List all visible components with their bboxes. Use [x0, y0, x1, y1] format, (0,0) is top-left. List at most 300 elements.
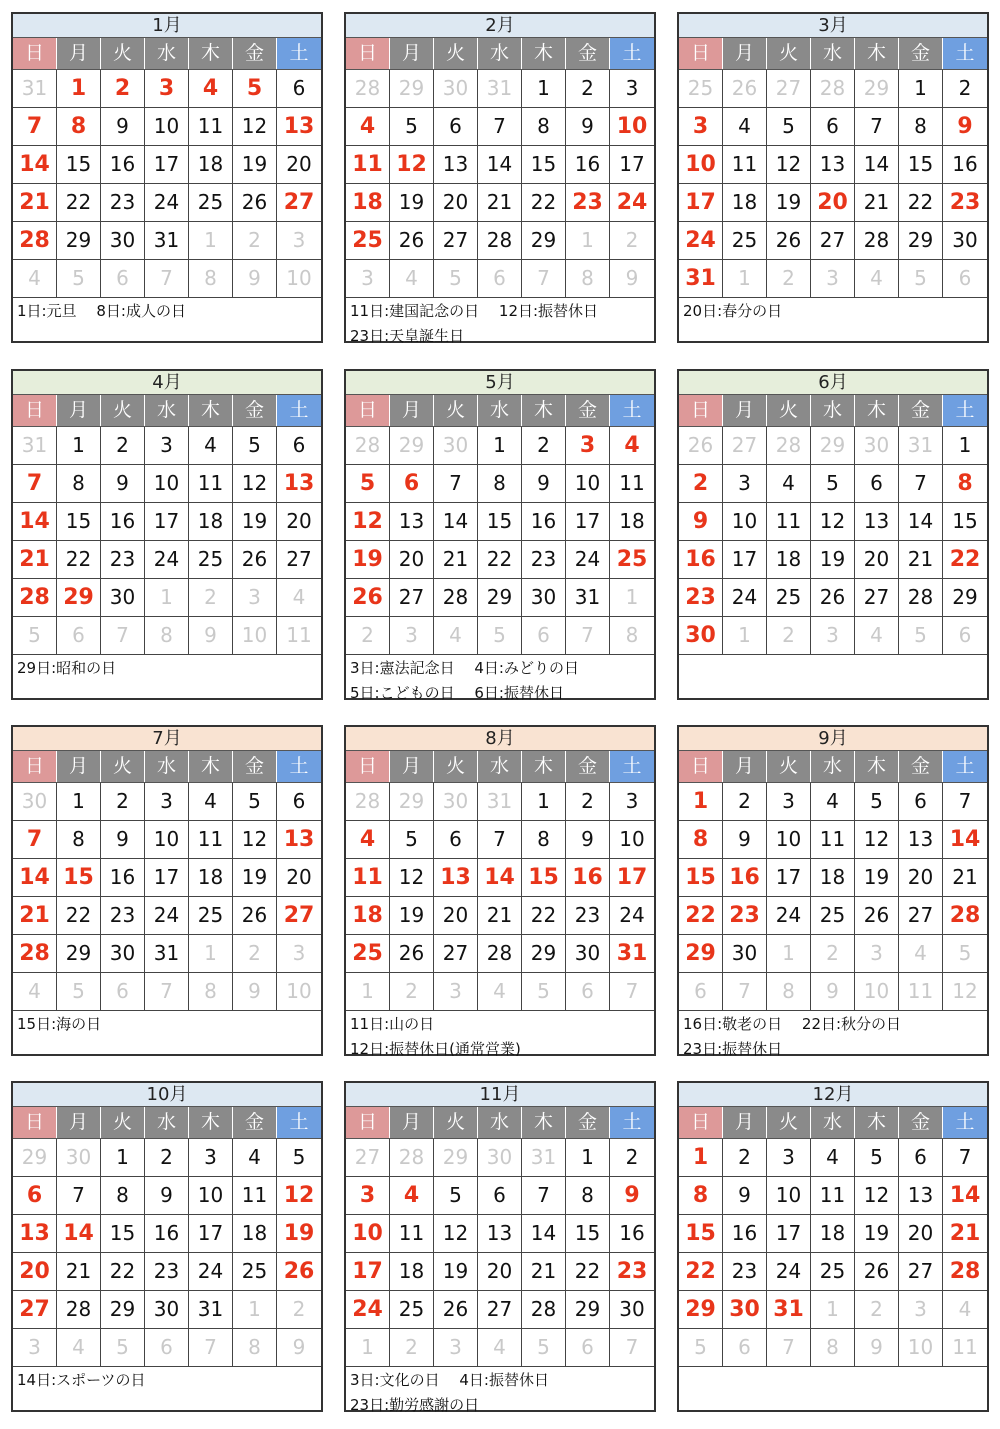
day-cell: 28 [478, 222, 522, 260]
weekday-header [346, 1107, 654, 1139]
day-cell: 22 [57, 897, 101, 935]
day-cell: 3 [233, 579, 277, 617]
weekday-label: 月 [390, 1107, 434, 1138]
day-cell: 25 [189, 541, 233, 579]
weekday-label: 金 [233, 395, 277, 426]
day-cell: 5 [811, 465, 855, 503]
day-cell: 19 [233, 146, 277, 184]
weekday-label: 月 [390, 38, 434, 69]
day-cell: 2 [390, 973, 434, 1011]
day-cell: 9 [855, 1329, 899, 1367]
day-cell: 6 [434, 821, 478, 859]
day-cell: 17 [566, 503, 610, 541]
day-cell: 19 [855, 859, 899, 897]
day-cell: 8 [233, 1329, 277, 1367]
day-cell: 24 [679, 222, 723, 260]
day-cell: 10 [610, 821, 654, 859]
weekday-label: 金 [566, 751, 610, 782]
month-title: 1月 [13, 14, 321, 38]
day-cell: 28 [899, 579, 943, 617]
weekday-label: 木 [855, 751, 899, 782]
day-cell: 16 [522, 503, 566, 541]
weekday-label: 火 [101, 1107, 145, 1138]
weekday-label: 木 [855, 1107, 899, 1138]
day-cell: 18 [189, 503, 233, 541]
day-cell: 2 [855, 1291, 899, 1329]
day-cell: 8 [189, 973, 233, 1011]
day-cell: 7 [189, 1329, 233, 1367]
day-cell: 31 [767, 1291, 811, 1329]
day-cell: 18 [346, 897, 390, 935]
holiday-note: 14日:スポーツの日 [17, 1371, 146, 1389]
day-cell: 4 [478, 1329, 522, 1367]
day-cell: 2 [233, 935, 277, 973]
day-cell: 27 [277, 184, 321, 222]
day-cell: 14 [943, 821, 987, 859]
day-cell: 22 [478, 541, 522, 579]
day-cell: 2 [522, 427, 566, 465]
day-cell: 6 [723, 1329, 767, 1367]
day-cell: 14 [855, 146, 899, 184]
weekday-label: 月 [723, 38, 767, 69]
day-cell: 31 [189, 1291, 233, 1329]
day-cell: 1 [679, 783, 723, 821]
day-cell: 26 [233, 541, 277, 579]
day-cell: 7 [522, 1177, 566, 1215]
day-cell: 20 [13, 1253, 57, 1291]
day-cell: 30 [101, 222, 145, 260]
day-cell: 8 [679, 821, 723, 859]
weekday-header [13, 751, 321, 783]
day-cell: 23 [943, 184, 987, 222]
day-cell: 14 [57, 1215, 101, 1253]
weekday-label: 水 [811, 38, 855, 69]
day-cell: 3 [811, 617, 855, 655]
day-cell: 14 [13, 146, 57, 184]
day-cell: 10 [566, 465, 610, 503]
day-cell: 15 [57, 859, 101, 897]
weekday-label: 日 [679, 1107, 723, 1138]
day-cell: 19 [390, 897, 434, 935]
weekday-label: 土 [277, 751, 321, 782]
day-cell: 31 [145, 935, 189, 973]
day-cell: 7 [899, 465, 943, 503]
day-cell: 10 [145, 465, 189, 503]
day-cell: 3 [767, 1139, 811, 1177]
month-title: 10月 [13, 1083, 321, 1107]
day-cell: 30 [101, 579, 145, 617]
day-cell: 12 [277, 1177, 321, 1215]
day-cell: 29 [390, 783, 434, 821]
day-cell: 26 [390, 935, 434, 973]
weekday-label: 火 [101, 395, 145, 426]
day-cell: 8 [899, 108, 943, 146]
day-cell: 22 [679, 1253, 723, 1291]
day-cell: 7 [767, 1329, 811, 1367]
day-cell: 25 [723, 222, 767, 260]
day-cell: 16 [101, 146, 145, 184]
day-cell: 28 [57, 1291, 101, 1329]
weekday-label: 土 [943, 751, 987, 782]
day-cell: 3 [346, 1177, 390, 1215]
day-cell: 24 [610, 897, 654, 935]
day-cell: 3 [145, 427, 189, 465]
day-cell: 22 [566, 1253, 610, 1291]
day-grid [679, 1139, 987, 1367]
day-cell: 21 [13, 184, 57, 222]
day-cell: 10 [277, 973, 321, 1011]
day-cell: 28 [346, 427, 390, 465]
day-cell: 10 [767, 1177, 811, 1215]
day-cell: 7 [57, 1177, 101, 1215]
day-cell: 22 [57, 184, 101, 222]
day-cell: 20 [899, 1215, 943, 1253]
day-cell: 13 [478, 1215, 522, 1253]
day-cell: 13 [434, 859, 478, 897]
holiday-note: 29日:昭和の日 [17, 659, 117, 677]
day-cell: 15 [566, 1215, 610, 1253]
day-cell: 15 [57, 146, 101, 184]
day-cell: 30 [943, 222, 987, 260]
day-cell: 25 [346, 935, 390, 973]
day-cell: 24 [145, 184, 189, 222]
day-cell: 9 [679, 503, 723, 541]
day-cell: 20 [277, 859, 321, 897]
day-cell: 5 [434, 260, 478, 298]
day-cell: 4 [189, 70, 233, 108]
weekday-label: 月 [57, 38, 101, 69]
weekday-label: 月 [723, 1107, 767, 1138]
day-cell: 13 [899, 821, 943, 859]
weekday-label: 水 [145, 751, 189, 782]
day-cell: 4 [811, 1139, 855, 1177]
day-cell: 27 [434, 935, 478, 973]
month-block [677, 12, 989, 343]
day-cell: 23 [522, 541, 566, 579]
day-cell: 2 [346, 617, 390, 655]
month-title: 2月 [346, 14, 654, 38]
day-cell: 18 [346, 184, 390, 222]
day-cell: 28 [13, 935, 57, 973]
weekday-label: 火 [434, 751, 478, 782]
day-cell: 11 [610, 465, 654, 503]
day-cell: 31 [478, 783, 522, 821]
day-cell: 11 [811, 821, 855, 859]
day-cell: 9 [723, 1177, 767, 1215]
day-cell: 28 [434, 579, 478, 617]
day-cell: 1 [189, 222, 233, 260]
weekday-label: 水 [478, 38, 522, 69]
day-cell: 5 [277, 1139, 321, 1177]
day-cell: 1 [346, 973, 390, 1011]
day-cell: 28 [13, 222, 57, 260]
holiday-note: 11日:建国記念の日 12日:振替休日 [350, 302, 599, 320]
day-cell: 30 [723, 1291, 767, 1329]
holiday-notes [679, 1011, 987, 1063]
day-cell: 4 [811, 783, 855, 821]
day-cell: 21 [478, 897, 522, 935]
day-cell: 20 [434, 897, 478, 935]
day-cell: 9 [610, 260, 654, 298]
day-cell: 6 [390, 465, 434, 503]
weekday-label: 金 [899, 38, 943, 69]
day-cell: 12 [811, 503, 855, 541]
day-cell: 13 [277, 821, 321, 859]
day-cell: 27 [434, 222, 478, 260]
day-cell: 31 [899, 427, 943, 465]
holiday-notes [679, 298, 987, 325]
day-cell: 26 [390, 222, 434, 260]
weekday-label: 土 [610, 751, 654, 782]
day-cell: 10 [145, 108, 189, 146]
month-block [11, 369, 323, 700]
day-cell: 23 [101, 897, 145, 935]
day-cell: 26 [434, 1291, 478, 1329]
day-cell: 23 [679, 579, 723, 617]
day-cell: 3 [145, 783, 189, 821]
day-cell: 6 [943, 617, 987, 655]
day-cell: 29 [522, 222, 566, 260]
day-cell: 30 [145, 1291, 189, 1329]
day-cell: 5 [233, 427, 277, 465]
day-cell: 3 [767, 783, 811, 821]
day-cell: 12 [943, 973, 987, 1011]
day-cell: 4 [57, 1329, 101, 1367]
day-cell: 8 [145, 617, 189, 655]
day-grid [679, 427, 987, 655]
day-cell: 7 [13, 108, 57, 146]
day-cell: 24 [723, 579, 767, 617]
day-cell: 26 [346, 579, 390, 617]
weekday-label: 日 [13, 1107, 57, 1138]
day-cell: 8 [811, 1329, 855, 1367]
day-cell: 4 [346, 821, 390, 859]
day-cell: 14 [478, 146, 522, 184]
day-cell: 31 [145, 222, 189, 260]
day-cell: 23 [101, 541, 145, 579]
day-cell: 30 [434, 783, 478, 821]
day-cell: 4 [899, 935, 943, 973]
day-cell: 1 [610, 579, 654, 617]
day-cell: 5 [101, 1329, 145, 1367]
day-cell: 5 [943, 935, 987, 973]
day-cell: 14 [478, 859, 522, 897]
day-cell: 14 [943, 1177, 987, 1215]
weekday-label: 土 [610, 1107, 654, 1138]
day-cell: 12 [346, 503, 390, 541]
weekday-label: 火 [434, 1107, 478, 1138]
day-cell: 4 [478, 973, 522, 1011]
day-cell: 29 [811, 427, 855, 465]
day-cell: 6 [145, 1329, 189, 1367]
day-cell: 11 [811, 1177, 855, 1215]
weekday-label: 水 [145, 1107, 189, 1138]
day-cell: 30 [478, 1139, 522, 1177]
day-cell: 8 [566, 260, 610, 298]
day-cell: 17 [145, 503, 189, 541]
day-cell: 11 [899, 973, 943, 1011]
day-cell: 25 [390, 1291, 434, 1329]
day-grid [13, 1139, 321, 1367]
weekday-header [346, 751, 654, 783]
day-cell: 4 [346, 108, 390, 146]
day-cell: 5 [855, 783, 899, 821]
day-cell: 25 [189, 184, 233, 222]
day-cell: 26 [233, 897, 277, 935]
day-cell: 28 [522, 1291, 566, 1329]
day-cell: 25 [811, 1253, 855, 1291]
day-cell: 7 [145, 260, 189, 298]
day-cell: 9 [566, 108, 610, 146]
holiday-note: 3日:憲法記念日 4日:みどりの日 [350, 659, 579, 677]
weekday-label: 水 [145, 38, 189, 69]
day-cell: 29 [679, 1291, 723, 1329]
weekday-label: 火 [767, 395, 811, 426]
weekday-label: 金 [566, 1107, 610, 1138]
month-title: 8月 [346, 727, 654, 751]
day-cell: 3 [811, 260, 855, 298]
weekday-label: 土 [277, 395, 321, 426]
day-cell: 2 [189, 579, 233, 617]
day-cell: 19 [233, 503, 277, 541]
day-cell: 26 [233, 184, 277, 222]
day-cell: 21 [855, 184, 899, 222]
day-cell: 29 [57, 222, 101, 260]
day-cell: 27 [277, 541, 321, 579]
weekday-label: 火 [767, 751, 811, 782]
weekday-label: 金 [233, 1107, 277, 1138]
day-cell: 1 [522, 70, 566, 108]
day-cell: 12 [233, 108, 277, 146]
day-cell: 10 [767, 821, 811, 859]
day-cell: 23 [610, 1253, 654, 1291]
day-cell: 4 [767, 465, 811, 503]
day-cell: 1 [566, 1139, 610, 1177]
weekday-label: 日 [13, 38, 57, 69]
day-cell: 4 [189, 427, 233, 465]
day-cell: 21 [478, 184, 522, 222]
weekday-header [679, 395, 987, 427]
day-cell: 13 [811, 146, 855, 184]
day-cell: 16 [723, 859, 767, 897]
day-cell: 1 [145, 579, 189, 617]
holiday-notes [346, 1367, 654, 1419]
day-cell: 21 [943, 859, 987, 897]
day-cell: 1 [723, 260, 767, 298]
day-cell: 4 [233, 1139, 277, 1177]
day-cell: 29 [566, 1291, 610, 1329]
day-grid [346, 783, 654, 1011]
day-cell: 4 [434, 617, 478, 655]
weekday-header [679, 751, 987, 783]
day-cell: 30 [855, 427, 899, 465]
day-cell: 3 [277, 935, 321, 973]
day-cell: 10 [189, 1177, 233, 1215]
weekday-label: 日 [679, 395, 723, 426]
day-cell: 3 [145, 70, 189, 108]
day-cell: 28 [943, 897, 987, 935]
day-cell: 9 [101, 108, 145, 146]
day-cell: 9 [566, 821, 610, 859]
weekday-header [346, 395, 654, 427]
day-cell: 6 [277, 427, 321, 465]
day-cell: 5 [57, 260, 101, 298]
day-cell: 29 [57, 579, 101, 617]
weekday-label: 木 [522, 1107, 566, 1138]
day-cell: 18 [811, 1215, 855, 1253]
weekday-label: 土 [277, 1107, 321, 1138]
day-cell: 25 [811, 897, 855, 935]
day-cell: 4 [390, 1177, 434, 1215]
day-cell: 10 [723, 503, 767, 541]
day-cell: 6 [855, 465, 899, 503]
month-block [344, 1081, 656, 1412]
day-cell: 22 [943, 541, 987, 579]
day-cell: 9 [522, 465, 566, 503]
day-cell: 15 [522, 859, 566, 897]
day-cell: 21 [57, 1253, 101, 1291]
day-cell: 11 [346, 146, 390, 184]
month-block [11, 1081, 323, 1412]
day-cell: 17 [145, 859, 189, 897]
day-cell: 28 [943, 1253, 987, 1291]
day-cell: 3 [13, 1329, 57, 1367]
day-cell: 30 [566, 935, 610, 973]
day-cell: 2 [566, 70, 610, 108]
weekday-header [679, 38, 987, 70]
day-cell: 27 [855, 579, 899, 617]
weekday-label: 日 [679, 751, 723, 782]
day-cell: 18 [811, 859, 855, 897]
weekday-label: 木 [189, 751, 233, 782]
day-cell: 8 [679, 1177, 723, 1215]
day-cell: 7 [434, 465, 478, 503]
holiday-note: 3日:文化の日 4日:振替休日 [350, 1371, 549, 1389]
day-cell: 7 [145, 973, 189, 1011]
day-cell: 14 [522, 1215, 566, 1253]
day-cell: 24 [767, 1253, 811, 1291]
day-cell: 6 [13, 1177, 57, 1215]
day-cell: 15 [522, 146, 566, 184]
day-cell: 19 [434, 1253, 478, 1291]
day-cell: 14 [13, 859, 57, 897]
day-cell: 27 [346, 1139, 390, 1177]
day-cell: 27 [767, 70, 811, 108]
day-cell: 9 [233, 260, 277, 298]
day-cell: 2 [679, 465, 723, 503]
weekday-label: 金 [566, 395, 610, 426]
month-title: 3月 [679, 14, 987, 38]
day-cell: 8 [610, 617, 654, 655]
day-cell: 19 [855, 1215, 899, 1253]
day-cell: 26 [723, 70, 767, 108]
day-cell: 16 [101, 503, 145, 541]
day-cell: 2 [233, 222, 277, 260]
day-cell: 10 [145, 821, 189, 859]
day-cell: 6 [277, 70, 321, 108]
day-cell: 24 [346, 1291, 390, 1329]
day-cell: 2 [723, 783, 767, 821]
day-cell: 22 [57, 541, 101, 579]
day-cell: 7 [943, 1139, 987, 1177]
weekday-label: 火 [434, 395, 478, 426]
day-cell: 5 [390, 108, 434, 146]
weekday-label: 土 [610, 395, 654, 426]
day-cell: 4 [610, 427, 654, 465]
day-cell: 1 [101, 1139, 145, 1177]
weekday-header [13, 38, 321, 70]
day-cell: 19 [233, 859, 277, 897]
